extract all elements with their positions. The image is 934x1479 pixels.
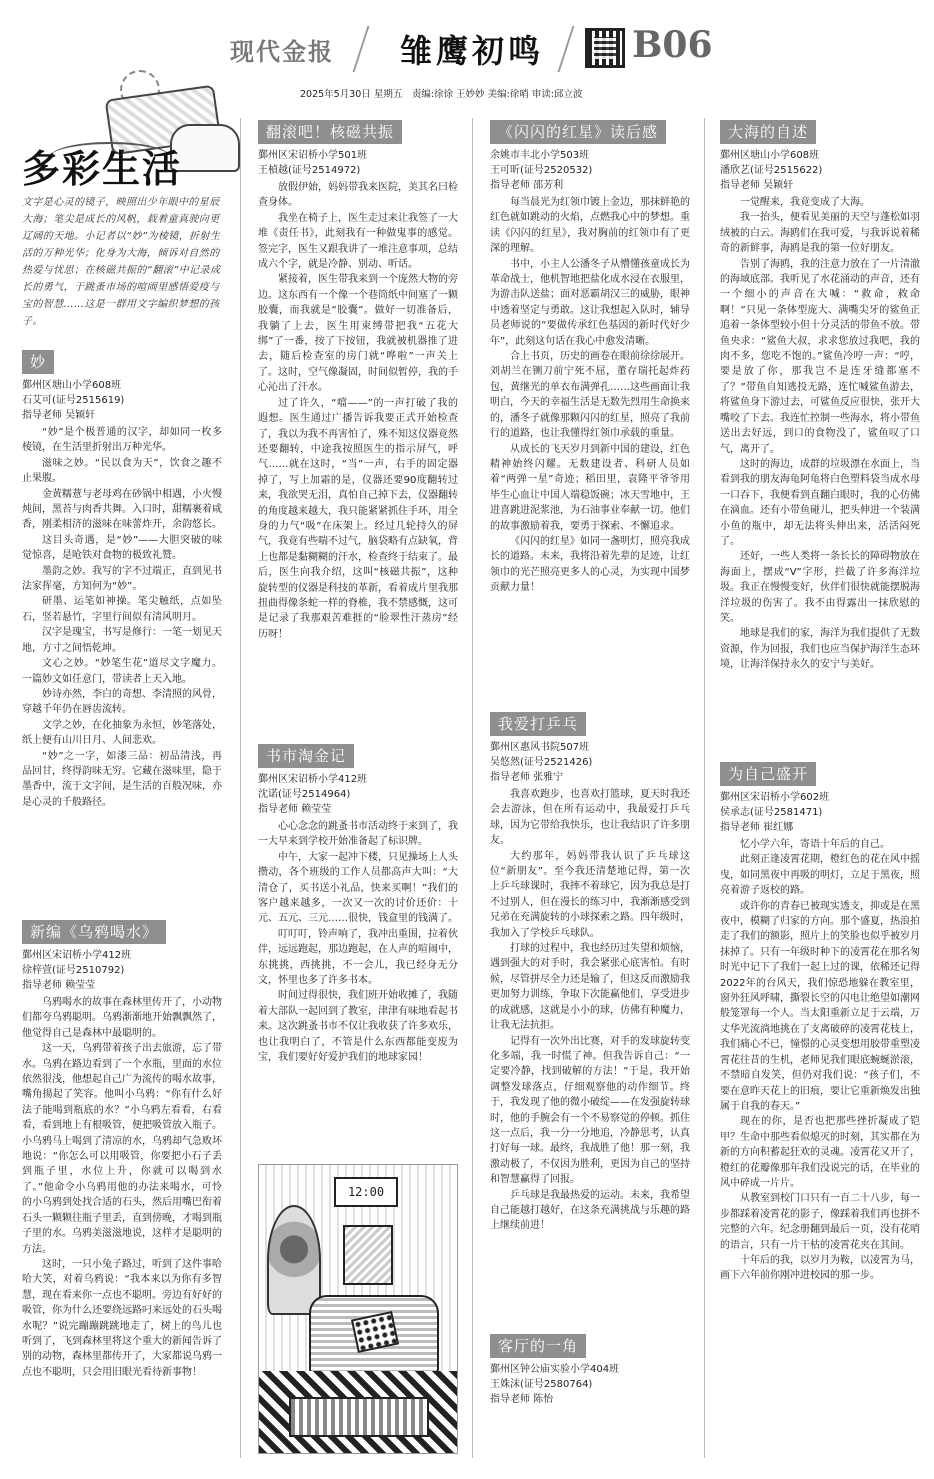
article-title: 为自己盛开 bbox=[720, 762, 816, 786]
paragraph: 十年后的我，以岁月为鞍，以凌霄为马，画下六年前你刚冲进校园的那一步。 bbox=[720, 1254, 920, 1282]
article-body bbox=[22, 995, 222, 1380]
paragraph: 从成长的飞天岁月到新中国的建设，红色精神始终闪耀。无数建设者、科研人员如着“两弹一星”奇迹；稻田里，袁隆平爷爷用毕生心血让中国人端稳饭碗；冰天雪地中，王进喜跳进泥浆池，为石油事业奉献一切。他们的故事激励着我，要勇于探索、不懈追求。 bbox=[490, 443, 690, 532]
article-title: 新编《乌鸦喝水》 bbox=[22, 920, 166, 944]
student-drawing bbox=[258, 1164, 458, 1454]
paragraph: 墨韵之妙。我写的字不过端正，直到见书法家挥毫，方知何为“妙”。 bbox=[22, 565, 222, 593]
article-body bbox=[22, 425, 222, 810]
column-divider bbox=[704, 118, 705, 1458]
article bbox=[490, 120, 690, 708]
paragraph: 妙诗亦然，李白的奇想、李清照的风骨，穿越千年仍在唇齿流转。 bbox=[22, 688, 222, 716]
byline-teacher: 指导老师 吴颖轩 bbox=[720, 180, 794, 191]
paragraph: 滋味之妙。“民以食为天”，饮食之趣不止果腹。 bbox=[22, 457, 222, 485]
paragraph: 现在的你，是否也把那些挫折凝成了铠甲？生命中那些看似熄灭的时刻，其实都在为新的方向积蓄起狂欢的灵魂。凌霄花又开了，橙红的花瓣像那年我们没说完的话，在毕业的风中碎成一片片。 bbox=[720, 1116, 920, 1189]
divider bbox=[558, 26, 575, 72]
byline-author: 王姝沫(证号2580764) bbox=[490, 1379, 593, 1390]
plant-illustration bbox=[267, 1205, 321, 1315]
paragraph: 这时的海边，成群的垃圾漂在水面上，当看到我的朋友海龟阿龟将白色塑料袋当成水母一口吞下，我便看到直翻白眼时，我的心仿佛在滴血。还有小带鱼碰儿，把头伸进一个装满小鱼的瓶中，却无法将头伸出来，活活闷死了。 bbox=[720, 458, 920, 547]
paragraph: 汉字是瑰宝，书写是修行：一笔一划见天地，方寸之间悟乾坤。 bbox=[22, 627, 222, 654]
byline-author: 徐梓萱(证号2510792) bbox=[22, 965, 125, 976]
article bbox=[490, 712, 690, 1332]
article bbox=[720, 120, 920, 756]
article bbox=[720, 762, 920, 1454]
article-title: 翻滚吧！核磁共振 bbox=[258, 120, 402, 144]
byline-school: 鄞州区宋诏桥小学412班 bbox=[258, 774, 368, 785]
article bbox=[258, 744, 458, 1154]
byline-teacher: 指导老师 陈怡 bbox=[490, 1394, 554, 1405]
paragraph: 紧接着，医生带我来到一个庞然大物的旁边。这东西有一个像一个巷筒纸中间塞了一颗胶囊，而我就是“胶囊”。做好一切准备后，我躺了上去，医生用束缚带把我“五花大绑”了一番，按了下按钮，我就被机器推了进去，随后检查室的房门就“哗啦”一声关上了。这时，空气像凝固，时间似暂停，我的手心沁出了汗水。 bbox=[258, 274, 458, 394]
issue-meta: 2025年5月30日 星期五 责编:徐徐 王妙妙 美编:徐哨 审读:邱立波 bbox=[300, 89, 583, 100]
article bbox=[490, 1334, 690, 1454]
article-body bbox=[258, 819, 458, 1066]
paragraph: 我喜欢跑步，也喜欢打篮球，夏天时我还会去游泳，但在所有运动中，我最爱打乒乓球，因为它带给我快乐，也让我结识了许多朋友。 bbox=[490, 789, 690, 847]
article-body bbox=[720, 195, 920, 673]
article-title: 书市淘金记 bbox=[258, 744, 354, 768]
paragraph: 还好，一些人类将一条长长的障碍物放在海面上，摆成“V”字形，拦截了许多海洋垃圾。我正在慢慢变好，伙伴们很快就能摆脱海洋垃圾的伤害了。我不由得露出一抹欣慰的笑。 bbox=[720, 551, 920, 624]
paragraph: 或许你的青春已被现实透支，抑或是在黑夜中，模糊了归家的方向。那个盛夏，热浪拍走了我们的额影，照片上的笑脸也似乎被岁月抹掉了。只有一年级时种下的凌霄花在那名匆时光中记下了我们一起上过的课，依稀还记得2022年的台风天，我们惊恐地躲在教室里，窗外狂风呼啸，撕裂长空的闪电让绝望如潮网般笼罩每一个人。当太阳重新立足于云端，万丈华光流淌地挑在了支离破碎的凌霄花枝上，我们痛心不已，憧憬的心灵变想用胶带重塑凌霄花往昔的生机，老师见我们眼底蜿蜒淤滚，不禁暗自发笑，但仍对我们说：“孩子们，不要在意昨天花上的旧痕，要让它重新焕发出独属于自我的春天。” bbox=[720, 900, 920, 1112]
byline-school: 鄞州区塘山小学608班 bbox=[720, 150, 820, 161]
article-title: 《闪闪的红星》读后感 bbox=[490, 120, 666, 144]
paragraph: 一觉醒来，我竟变成了大海。 bbox=[740, 197, 870, 208]
byline-school: 鄞州区宋诏桥小学501班 bbox=[258, 150, 368, 161]
article bbox=[22, 920, 222, 1460]
article-body bbox=[490, 787, 690, 1234]
picture-frame bbox=[343, 1225, 393, 1285]
article-body bbox=[258, 180, 458, 642]
feature-intro: 文字是心灵的镜子，映照出少年眼中的星辰大海；笔尖是成长的风帆，载着童真驶向更辽阔的天地。小记者以“妙”为棱镜，折射生活的万种光华；化身为大海，倾诉对自然的热爱与忧思；在核磁共振的“翻滚”中记录成长的勇气，于跳蚤市场的喧闹里感悟爱疫与宝的智慧……这是一群用文字编织梦想的孩子。 bbox=[22, 197, 221, 327]
article-title: 我爱打乒乓 bbox=[490, 712, 586, 736]
article-title: 大海的自述 bbox=[720, 120, 816, 144]
paragraph: 打球的过程中，我也经历过失望和烦恼，遇到强大的对手时，我会紧张心底害怕。有时候，尽管拼尽全力还是输了，但这反而激励我更加努力训练，争取下次能赢他们，享受进步的成就感，这就是小小的球，仿佛有种魔力，让我无法抗拒。 bbox=[490, 943, 690, 1032]
paragraph: 放假伊始，妈妈带我来医院，美其名曰检查身体。 bbox=[258, 182, 458, 209]
article-body bbox=[720, 837, 920, 1284]
column-divider bbox=[472, 118, 473, 1458]
paragraph: 心心念念的跳蚤书市活动终于来到了，我一大早来到学校开始准备起了标识牌。 bbox=[258, 821, 458, 848]
byline-author: 侯承志(证号2581471) bbox=[720, 807, 823, 818]
section-name: 雏鹰初鸣 bbox=[400, 32, 545, 70]
paragraph: 每当晨光为红领巾镀上金边，那抹鲜艳的红色就如跳动的火焰，点燃我心中的梦想。重读《闪闪的红星》，我对胸前的红领巾有了更深的理解。 bbox=[490, 197, 690, 255]
byline-school: 鄞州区惠风书院507班 bbox=[490, 742, 590, 753]
paragraph: “妙”是个极普通的汉字，却如同一枚多棱镜，在生活里折射出万种光华。 bbox=[22, 427, 222, 454]
byline-teacher: 指导老师 邵芳利 bbox=[490, 180, 564, 191]
paragraph: 金黄糯薏与老母鸡在砂锅中相遇，小火慢炖间，黑苔与肉香共舞。入口时，甜糯裹着咸香，刚柔相济的滋味在味蕾炸开，余韵悠长。 bbox=[22, 488, 222, 531]
paragraph: 书中，小主人公潘冬子从懵懂孩童成长为革命战士，他机智地把盐化成水浸在衣服里，为游击队送盐；面对恶霸胡汉三的威胁，眼神中透着坚定与勇敢。这让我想起入队时，辅导员老师说的“要做传承红色基因的新时代好少年”，此刻这句话在我心中愈发清晰。 bbox=[490, 258, 690, 347]
article-title: 客厅的一角 bbox=[490, 1334, 586, 1358]
paragraph: 合上书页，历史的画卷在眼前徐徐展开。刘胡兰在铡刀前宁死不屈，董存瑞托起炸药包，黄继光的单衣布满弹孔……这些画面让我明白，今天的幸福生活是无数先烈用生命换来的，潘冬子就像那颗闪闪的红星，照亮了我前行的道路，也让我懂得红领巾承载的重量。 bbox=[490, 351, 690, 440]
clock-icon: 12:00 bbox=[334, 1177, 398, 1207]
byline-school: 鄞州区塘山小学608班 bbox=[22, 380, 122, 391]
paragraph: 忆小学六年，寄语十年后的自己。 bbox=[740, 839, 890, 850]
byline-teacher: 指导老师 吴颖轩 bbox=[22, 410, 96, 421]
paragraph: 我坐在椅子上，医生走过来让我签了一大堆《责任书》，此刻我有一种做鬼事的感觉。签完字，医生又跟我讲了一堆注意事项，总结成六个字，就是冷静、别动、听话。 bbox=[258, 212, 458, 271]
paragraph: 这目头奇遇，是“妙”——大胆突破的味觉惊喜，是呛铁对食物的极致礼赞。 bbox=[22, 534, 222, 562]
paragraph: 时间过得很快，我们班开始收摊了，我随着大部队一起回到了教室，津津有味地看起书来。这次跳蚤书市不仅让我收获了许多欢乐，也让我明白了，不管是什么东西都能变废为宝，我们要好好爱护我们的地球家园！ bbox=[258, 990, 458, 1064]
qr-code-icon[interactable] bbox=[585, 28, 625, 68]
paragraph: 乒乓球是我最热爱的运动。未来，我希望自己能越打越好，在这条充满挑战与乐趣的路上继续前进！ bbox=[490, 1189, 690, 1232]
paragraph: 《闪闪的红星》如同一盏明灯，照亮我成长的道路。未来，我将沿着先辈的足迹，让红领巾的光芒照亮更多人的心灵，为实现中国梦贡献力量！ bbox=[490, 535, 690, 594]
byline-school: 鄞州区宋诏桥小学412班 bbox=[22, 950, 132, 961]
paragraph: 从教室到校门口只有一百二十八步，每一步都踩着凌霄花的影子，像踩着我们再也拼不完整的六年。纪念册翻到最后一页，没有花哨的语言，只有一片干枯的凌霄花夹在其间。 bbox=[720, 1193, 920, 1251]
byline-school: 余姚市丰北小学503班 bbox=[490, 150, 590, 161]
byline-author: 王可昕(证号2520532) bbox=[490, 165, 593, 176]
paragraph: 此刻正逢凌霄花期，橙红色的花在风中摇曳，如同黑夜中再吸的明灯，立足于黑夜，照亮着游子返校的路。 bbox=[720, 854, 920, 897]
article-body bbox=[490, 195, 690, 596]
article bbox=[22, 350, 222, 910]
feature-title: 多彩生活 bbox=[22, 146, 183, 191]
rug-illustration bbox=[289, 1397, 429, 1437]
byline-author: 王楨越(证号2514972) bbox=[258, 165, 361, 176]
paragraph: “妙”之一字，如漆三品：初品清浅，再品回甘，终得韵味无穷。它藏在滋味里，隐于墨香中，流于文字间，是生活的百般况味，亦是心灵的千般路径。 bbox=[22, 750, 222, 808]
byline-author: 石艾可(证号2515619) bbox=[22, 395, 125, 406]
article bbox=[258, 120, 458, 740]
paragraph: 我一抬头，便看见美丽的天空与蓬松如羽绒被的白云。海鸥们在我可爱，与我诉说着稀奇的新鲜事，海鸥是我的第一位好朋友。 bbox=[720, 212, 920, 255]
paragraph: 地球是我们的家，海洋为我们提供了无数资源，作为回报，我们也应当保护海洋生态环境，让海洋保持永久的安宁与美好。 bbox=[720, 628, 920, 671]
byline-school: 鄞州区宋诏桥小学602班 bbox=[720, 792, 830, 803]
paragraph: 这一天，乌鸦带着孩子出去旅游，忘了带水。乌鸦在路边看到了一个水瓶，里面的水位依然很浅，他想起自己广为流传的喝水故事，嘴角揚起了笑容。他叫小乌鸦：“你有什么好法子能喝到瓶底的水？”小乌鸦左看看，右看看，看到地上有根吸管，便把吸管放入瓶子。小乌鸦马上喝到了清凉的水，乌鸦却气急败坏地说：“你怎么可以用吸管，你要把小石子丢到瓶子里，水位上升，你就可以喝到水了。”他命令小乌鸦用他的办法来喝水，可怜的小乌鸦到处找合适的石头，然后用嘴巴衔着石头一颗颗往瓶子里丢，直到傍晚，才喝到瓶子里的水。乌鸦美滋滋地说，这样才是聪明的方法。 bbox=[22, 1043, 222, 1255]
page-number: B06 bbox=[632, 24, 713, 66]
paragraph: 文学之妙，在化抽象为永恒，妙笔落处，纸上便有山川日月、人间悲欢。 bbox=[22, 719, 222, 747]
paragraph: 过了许久，“噹——”的一声打破了我的遐想。医生通过广播告诉我要正式开始检查了，我以为我不再害怕了，殊不知这仪器竟然还要翻转，中途我按照医生的指示屏气，呼气……就在这时，“当”一声，右手的固定器掉了，写上加霜的是，仪器还要90度翻转过来，我欲哭无泪，真怕自己掉下去，仪器翻转的角度越来越大，我只能紧紧抓住手环，用全身的力气“吸”在床架上。经过几轮持久的屏气，我竟有些喘不过气，脑袋略有点缺氧，背上也都是黏糊糊的汗水，检查终于结束了。最后，医生向我介绍，这叫“核磁共振”，这种旋转型的仪器是科技的革新，看着成片里我那扭曲得像条蛇一样的脊椎，我不禁感慨，这可是记录了我那艰苦难捱的“脸翠性汗蒸房”经历呀！ bbox=[258, 397, 458, 640]
byline-school: 鄞州区钟公庙实验小学404班 bbox=[490, 1364, 620, 1375]
paragraph: 记得有一次外出比赛，对手的发球旋转变化多端，我一时慌了神。但我告诉自己：“一定要冷静，找到破解的方法！”于是，我开始调整发球落点，仔细观察他的动作细节。终于，我发现了他的微小破绽——在发强旋转球时，他的手腕会有一个不易察觉的停顿。抓住这一点后，我一分一分地追，冷静思考，认真打好每一球。最终，我战胜了他！那一刻，我激动极了，不仅因为胜利，更因为自己的坚持和智慧赢得了回报。 bbox=[490, 1035, 690, 1186]
byline-author: 沈诺(证号2514964) bbox=[258, 789, 351, 800]
byline-teacher: 指导老师 张雅宁 bbox=[490, 772, 564, 783]
masthead bbox=[220, 24, 920, 80]
paragraph: 乌鸦喝水的故事在森林里传开了，小动物们都夸乌鸦聪明。乌鸦渐渐地开始飘飘然了，他觉得自己是森林中最聪明的。 bbox=[22, 997, 222, 1039]
newspaper-name: 现代金报 bbox=[230, 37, 334, 66]
paragraph: 文心之妙。“妙笔生花”道尽文字魔力。一篇妙文如任意门，带读者上天入地。 bbox=[22, 658, 222, 685]
byline-teacher: 指导老师 赖莹莹 bbox=[22, 980, 96, 991]
paragraph: 叮叮叮，铃声响了，我冲出重围，拉着伙伴，远远跑起，那边跑起，在人声的喧闹中，东挑挑，西挑挑，不一会儿，我已经身无分文，怀里也多了许多书本。 bbox=[258, 928, 458, 987]
byline-author: 吴悠然(证号2521426) bbox=[490, 757, 593, 768]
byline-author: 潘欣艺(证号2515622) bbox=[720, 165, 823, 176]
paragraph: 研墨、运笔如神操。笔尖触纸，点如坠石，竖若悬竹，字里行间似有清风明月。 bbox=[22, 596, 222, 623]
paragraph: 告别了海鸥，我的注意力放在了一片清澈的海域底部。我听见了水花涌动的声音，还有一个细小的声音在大喊：“救命，救命啊！”只见一条体型庞大、满嘴尖牙的鲨鱼正追着一条体型较小但十分灵活的带鱼不放。带鱼央求：“鲨鱼大叔，求求您放过我吧，我的肉不多，您吃不饱的。”鲨鱼冷哼一声：“哼，要是放了你，那我岂不是连牙缝都塞不了？”带鱼自知逃投无路，连忙喊鲨鱼游去，将鲨鱼身下游过去，可鲨鱼反应很快，张开大嘴咬了下去。我连忙控制一些海水，将小带鱼送出去好远，到口的食物没了，鲨鱼叹了口气，离开了。 bbox=[720, 258, 920, 455]
paragraph: 大约那年，妈妈带我认识了乒乓球这位“新朋友”。至今我还清楚地记得，第一次上乒乓球课时，我摔不着球它，因为我总是打不过别人，但在漫长的练习中，我渐渐感受到兄弟在充满旋转的小球探索之路。四年级时，我加入了学校乒乓球队。 bbox=[490, 850, 690, 939]
byline-teacher: 指导老师 赖莹莹 bbox=[258, 804, 332, 815]
column-divider bbox=[240, 118, 241, 1458]
paragraph: 这时，一只小兔子路过，听到了这件事哈哈大笑，对着乌鸦说：“我本来以为你有多智慧，现在看来你一点也不聪明。旁边有好好的吸管，你为什么还要绕远路叼来远处的石头喝水呢？”说完蹦蹦跳跳地走了，树上的鸟儿也听到了，飞到森林里将这个重大的新闻告诉了别的动物，森林里都传开了，大家都说乌鸦一点也不聪明，只会用旧眼光看待新事物！ bbox=[22, 1258, 222, 1378]
article-title: 妙 bbox=[22, 350, 54, 374]
divider bbox=[353, 26, 370, 72]
byline-teacher: 指导老师 崔红娜 bbox=[720, 822, 794, 833]
paragraph: 中午，大家一起冲下楼，只见操场上人头攒动，各个班级的工作人员都高声大叫：“大清仓了，买书送小礼品，快来买啊！”我们的客户越来越多，一次又一次的讨价还价：十元、五元、三元……很快，钱盒里的钱满了。 bbox=[258, 851, 458, 925]
